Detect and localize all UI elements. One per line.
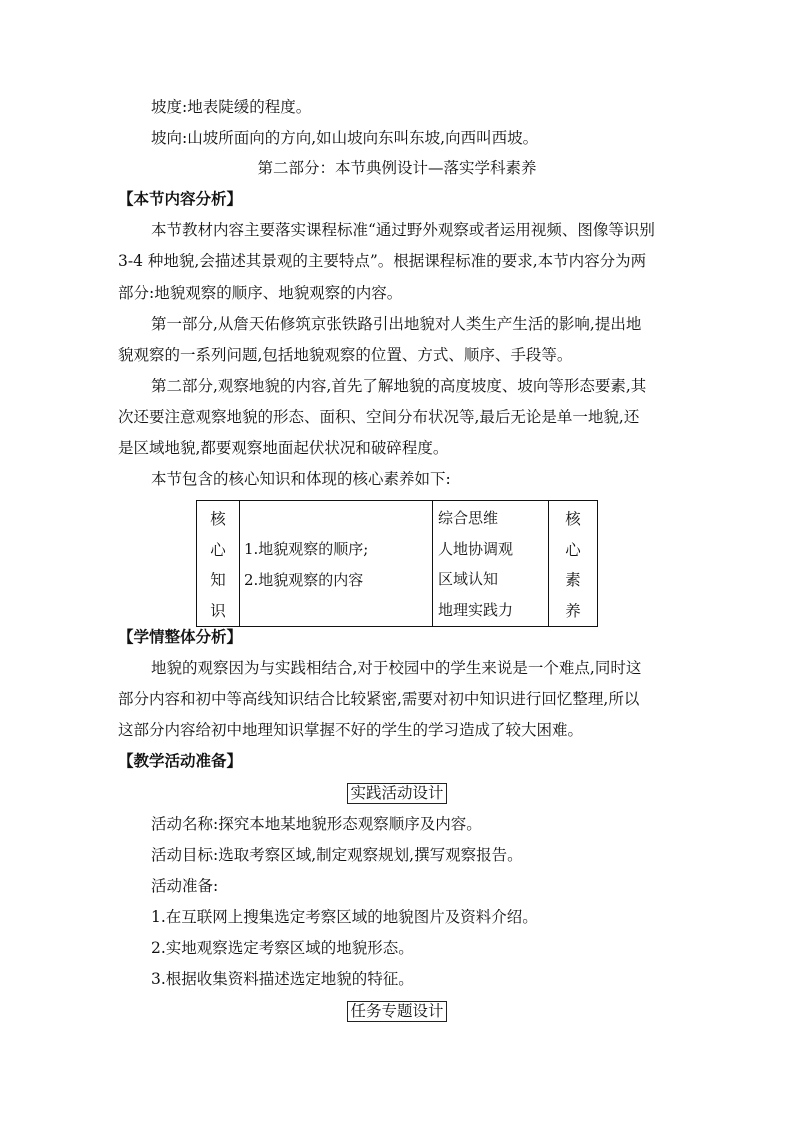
core-knowledge-table [196, 500, 598, 627]
activity-name: 活动名称:探究本地某地貌形态观察顺序及内容。 [151, 815, 482, 833]
task-topic-title: 任务专题设计 [347, 1001, 446, 1022]
knowledge-label-char: 识 [210, 601, 226, 620]
paragraph-line: 本节包含的核心知识和体现的核心素养如下: [151, 470, 451, 488]
paragraph-line: 貌观察的一系列问题,包括地貌观察的位置、方式、顺序、手段等。 [118, 346, 573, 364]
knowledge-item: 1.地貌观察的顺序; [244, 540, 369, 558]
literacy-label-char: 素 [565, 571, 581, 589]
literacy-item: 区域认知 [438, 570, 499, 588]
prep-step: 2.实地观察选定考察区域的地貌形态。 [151, 939, 414, 957]
paragraph-line: 第一部分,从詹天佑修筑京张铁路引出地貌对人类生产生活的影响,提出地 [151, 315, 642, 333]
activity-goal: 活动目标:选取考察区域,制定观察规划,撰写观察报告。 [151, 846, 523, 864]
paragraph-line: 这部分内容给初中地理知识掌握不好的学生的学习造成了较大困难。 [118, 721, 584, 739]
section-heading-activity-prep: 【教学活动准备】 [118, 751, 243, 770]
literacy-items-cell [433, 501, 549, 627]
practice-activity-title-wrap [0, 783, 794, 804]
knowledge-label-char: 核 [210, 510, 226, 528]
literacy-item: 地理实践力 [438, 600, 514, 619]
knowledge-item: 2.地貌观察的内容 [244, 570, 364, 589]
literacy-label-cell [549, 501, 598, 627]
practice-activity-title: 实践活动设计 [347, 783, 446, 804]
paragraph-line: 第二部分,观察地貌的内容,首先了解地貌的高度坡度、坡向等形态要素,其 [151, 377, 647, 395]
prep-step: 1.在互联网上搜集选定考察区域的地貌图片及资料介绍。 [151, 908, 538, 926]
slope-definition: 坡度:地表陡缓的程度。 [151, 98, 312, 116]
paragraph-line: 部分内容和初中等高线知识结合比较紧密,需要对初中知识进行回忆整理,所以 [118, 690, 640, 708]
paragraph-line: 本节教材内容主要落实课程标准“通过野外观察或者运用视频、图像等识别 [151, 221, 655, 239]
paragraph-line: 地貌的观察因为与实践相结合,对于校园中的学生来说是一个难点,同时这 [151, 659, 642, 677]
knowledge-label-cell [197, 501, 240, 627]
literacy-item: 综合思维 [438, 509, 499, 527]
literacy-label-char: 心 [565, 540, 581, 559]
activity-prep-label: 活动准备: [151, 877, 219, 895]
paragraph-line: 是区域地貌,都要观察地面起伏状况和破碎程度。 [118, 439, 449, 457]
paragraph-line: 部分:地貌观察的顺序、地貌观察的内容。 [118, 284, 403, 302]
literacy-item: 人地协调观 [438, 539, 514, 558]
knowledge-items-cell [240, 501, 433, 627]
paragraph-line: 3-4 种地貌,会描述其景观的主要特点”。根据课程标准的要求,本节内容分为两 [118, 252, 647, 270]
task-topic-title-wrap [0, 1001, 794, 1022]
section-heading-student-analysis: 【学情整体分析】 [118, 627, 243, 646]
aspect-definition: 坡向:山坡所面向的方向,如山坡向东叫东坡,向西叫西坡。 [151, 129, 539, 147]
knowledge-label-char: 心 [210, 540, 226, 559]
literacy-label-char: 核 [565, 510, 581, 528]
section-heading-content-analysis: 【本节内容分析】 [118, 189, 243, 208]
knowledge-label-char: 知 [210, 571, 226, 589]
literacy-label-char: 养 [565, 601, 581, 620]
part-two-title: 第二部分：本节典例设计—落实学科素养 [257, 159, 537, 177]
prep-step: 3.根据收集资料描述选定地貌的特征。 [151, 970, 414, 988]
paragraph-line: 次还要注意观察地貌的形态、面积、空间分布状况等,最后无论是单一地貌,还 [118, 408, 640, 426]
